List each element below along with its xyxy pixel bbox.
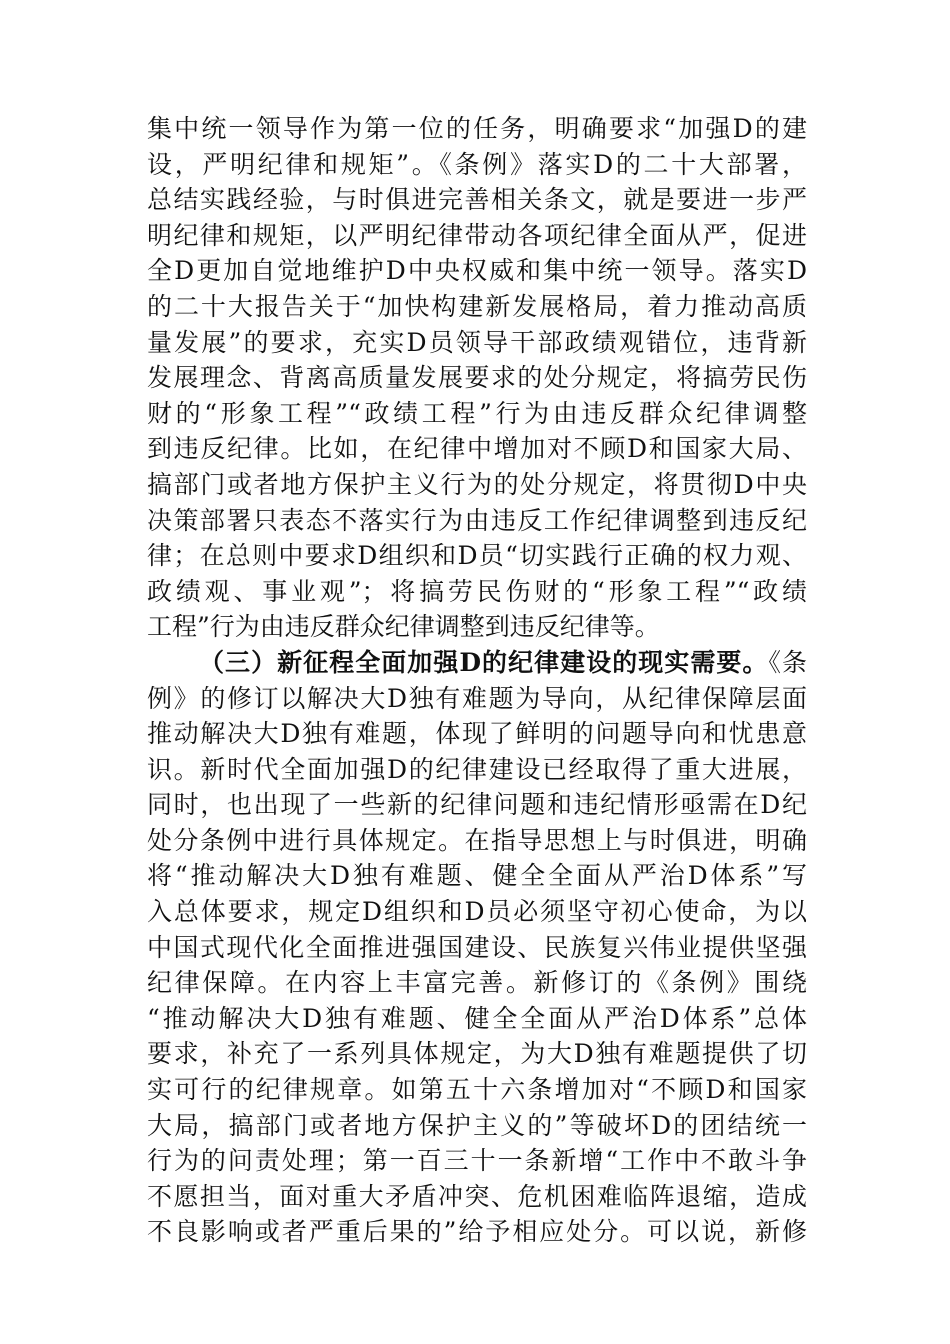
body-text — [147, 111, 807, 1250]
text-line: 决策部署只表态不落实行为由违反工作纪律调整到违反纪 — [147, 505, 807, 535]
section-heading: （三）新征程全面加强D的纪律建设的现实需要。 — [199, 647, 769, 677]
text-line: 例》的修订以解决大D独有难题为导向，从纪律保障层面 — [147, 683, 807, 713]
paragraph-2 — [147, 645, 807, 1250]
text-line: 中国式现代化全面推进强国建设、民族复兴伟业提供坚强 — [147, 932, 807, 962]
text-line: 政绩观、事业观”；将搞劳民伤财的“形象工程”“政绩 — [147, 576, 807, 606]
text-line: 将“推动解决大D独有难题、健全全面从严治D体系”写 — [147, 861, 807, 891]
text-line: “推动解决大D独有难题、健全全面从严治D体系”总体 — [147, 1003, 807, 1033]
text-line: 处分条例中进行具体规定。在指导思想上与时俱进，明确 — [147, 825, 807, 855]
heading-line-tail: 《条 — [768, 647, 807, 677]
paragraph-1 — [147, 111, 807, 645]
text-line: 明纪律和规矩，以严明纪律带动各项纪律全面从严，促进 — [147, 220, 807, 250]
text-line: 财的“形象工程”“政绩工程”行为由违反群众纪律调整 — [147, 398, 807, 428]
text-line: 不愿担当，面对重大矛盾冲突、危机困难临阵退缩，造成 — [147, 1181, 807, 1211]
text-line: 发展理念、背离高质量发展要求的处分规定，将搞劳民伤 — [147, 363, 807, 393]
text-line: 到违反纪律。比如，在纪律中增加对不顾D和国家大局、 — [147, 434, 807, 464]
text-line: 要求，补充了一系列具体规定，为大D独有难题提供了切 — [147, 1039, 807, 1069]
text-line: 大局，搞部门或者地方保护主义的”等破坏D的团结统一 — [147, 1110, 807, 1140]
text-line: 识。新时代全面加强D的纪律建设已经取得了重大进展， — [147, 754, 807, 784]
text-line: 的二十大报告关于“加快构建新发展格局，着力推动高质 — [147, 291, 807, 321]
text-line: 工程”行为由违反群众纪律调整到违反纪律等。 — [147, 612, 660, 642]
text-line: 总结实践经验，与时俱进完善相关条文，就是要进一步严 — [147, 185, 807, 215]
text-line: 推动解决大D独有难题，体现了鲜明的问题导向和忧患意 — [147, 719, 807, 749]
text-line: 集中统一领导作为第一位的任务，明确要求“加强D的建 — [147, 114, 807, 143]
text-line: 设，严明纪律和规矩”。《条例》落实D的二十大部署， — [147, 149, 807, 179]
text-line: 实可行的纪律规章。如第五十六条增加对“不顾D和国家 — [147, 1075, 807, 1105]
text-line — [147, 645, 807, 681]
text-line: 全D更加自觉地维护D中央权威和集中统一领导。落实D — [147, 256, 807, 286]
text-line: 搞部门或者地方保护主义行为的处分规定，将贯彻D中央 — [147, 469, 807, 499]
text-line: 量发展”的要求，充实D员领导干部政绩观错位，违背新 — [147, 327, 807, 357]
text-line: 同时，也出现了一些新的纪律问题和违纪情形亟需在D纪 — [147, 790, 807, 820]
text-line: 行为的问责处理；第一百三十一条新增“工作中不敢斗争 — [147, 1146, 807, 1176]
text-line: 不良影响或者严重后果的”给予相应处分。可以说，新修 — [147, 1217, 807, 1247]
text-line: 纪律保障。在内容上丰富完善。新修订的《条例》围绕 — [147, 968, 807, 998]
text-line: 律；在总则中要求D组织和D员“切实践行正确的权力观、 — [147, 541, 807, 571]
text-line: 入总体要求，规定D组织和D员必须坚守初心使命，为以 — [147, 897, 807, 927]
